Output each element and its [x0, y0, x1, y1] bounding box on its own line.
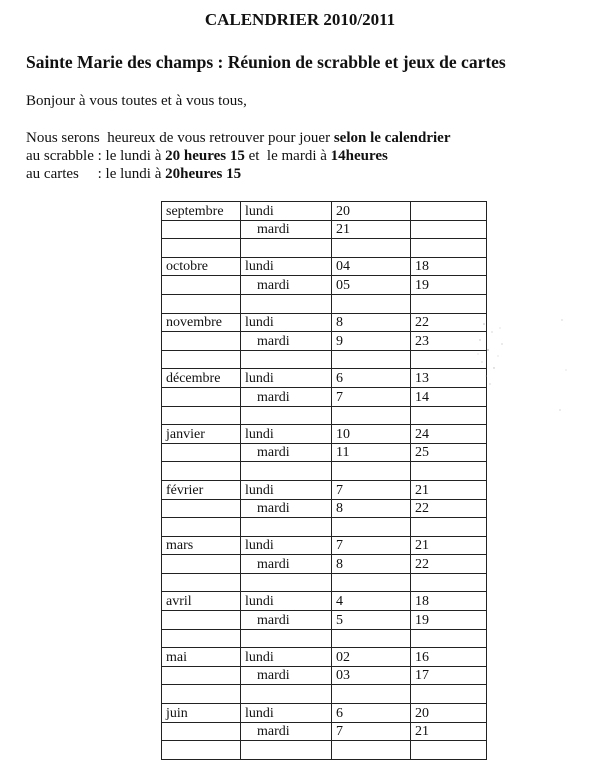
date-cell: 8	[332, 313, 411, 332]
date-cell: 20	[332, 202, 411, 221]
scrabble-tuesday-time: 14heures	[330, 148, 388, 164]
empty-cell	[162, 294, 241, 313]
table-row-spacer	[162, 685, 487, 704]
intro-text: au cartes : le lundi à	[26, 166, 166, 182]
date-cell: 6	[332, 704, 411, 723]
empty-cell	[411, 629, 487, 648]
table-row-spacer	[162, 741, 487, 760]
table-row	[162, 387, 487, 406]
month-cell: décembre	[162, 369, 241, 388]
date-cell: 25	[411, 443, 487, 462]
date-cell: 21	[411, 722, 487, 741]
month-cell: septembre	[162, 202, 241, 221]
cards-monday-time: 20heures 15	[165, 166, 242, 182]
table-row	[162, 332, 487, 351]
empty-cell	[411, 685, 487, 704]
empty-cell	[162, 722, 241, 741]
date-cell: 13	[411, 369, 487, 388]
date-cell: 21	[411, 480, 487, 499]
empty-cell	[162, 499, 241, 518]
calendar-table	[161, 201, 487, 760]
empty-cell	[332, 629, 411, 648]
day-label-cell: mardi	[241, 220, 332, 239]
empty-cell	[241, 350, 332, 369]
empty-cell	[162, 666, 241, 685]
day-label-cell: lundi	[241, 257, 332, 276]
date-cell: 5	[332, 611, 411, 630]
table-row-spacer	[162, 406, 487, 425]
intro-text: Nous serons heureux de vous retrouver pour jouer	[26, 130, 334, 146]
table-row	[162, 443, 487, 462]
empty-cell	[332, 406, 411, 425]
table-row	[162, 499, 487, 518]
date-cell: 24	[411, 425, 487, 444]
date-cell: 8	[332, 499, 411, 518]
table-row	[162, 704, 487, 723]
empty-cell	[162, 443, 241, 462]
day-label-cell: mardi	[241, 276, 332, 295]
empty-cell	[162, 332, 241, 351]
date-cell: 17	[411, 666, 487, 685]
intro-paragraph	[26, 129, 450, 183]
intro-line-1	[26, 129, 450, 147]
table-row	[162, 313, 487, 332]
intro-emphasis: selon le calendrier	[333, 130, 451, 146]
empty-cell	[162, 276, 241, 295]
month-cell: mars	[162, 536, 241, 555]
empty-cell	[162, 462, 241, 481]
greeting-text: Bonjour à vous toutes et à vous tous,	[26, 93, 247, 109]
empty-cell	[332, 685, 411, 704]
table-row-spacer	[162, 350, 487, 369]
table-row	[162, 536, 487, 555]
month-cell: avril	[162, 592, 241, 611]
date-cell: 8	[332, 555, 411, 574]
month-cell: octobre	[162, 257, 241, 276]
empty-cell	[241, 294, 332, 313]
table-row	[162, 425, 487, 444]
page-subtitle: Sainte Marie des champs : Réunion de scrabble et jeux de cartes	[26, 52, 506, 72]
date-cell: 6	[332, 369, 411, 388]
date-cell: 22	[411, 555, 487, 574]
empty-cell	[162, 611, 241, 630]
day-label-cell: mardi	[241, 611, 332, 630]
empty-cell	[241, 685, 332, 704]
empty-cell	[162, 685, 241, 704]
table-row	[162, 276, 487, 295]
table-row-spacer	[162, 462, 487, 481]
empty-cell	[162, 518, 241, 537]
date-cell: 23	[411, 332, 487, 351]
date-cell: 02	[332, 648, 411, 667]
date-cell: 7	[332, 387, 411, 406]
date-cell: 19	[411, 611, 487, 630]
table-row	[162, 592, 487, 611]
day-label-cell: lundi	[241, 648, 332, 667]
table-row	[162, 480, 487, 499]
empty-cell	[162, 629, 241, 648]
empty-cell	[411, 239, 487, 258]
page-title: CALENDRIER 2010/2011	[204, 10, 396, 29]
empty-cell	[332, 741, 411, 760]
empty-cell	[241, 518, 332, 537]
empty-cell	[241, 462, 332, 481]
day-label-cell: mardi	[241, 722, 332, 741]
scrabble-monday-time: 20 heures 15	[165, 148, 245, 164]
empty-cell	[241, 406, 332, 425]
date-cell: 11	[332, 443, 411, 462]
empty-cell	[332, 573, 411, 592]
table-row	[162, 369, 487, 388]
day-label-cell: lundi	[241, 369, 332, 388]
table-row-spacer	[162, 629, 487, 648]
intro-text: et le mardi à	[244, 148, 331, 164]
month-cell: janvier	[162, 425, 241, 444]
table-row	[162, 648, 487, 667]
empty-cell	[332, 350, 411, 369]
date-cell: 10	[332, 425, 411, 444]
table-row	[162, 202, 487, 221]
day-label-cell: mardi	[241, 443, 332, 462]
day-label-cell: lundi	[241, 313, 332, 332]
date-cell: 18	[411, 257, 487, 276]
intro-text: au scrabble : le lundi à	[26, 148, 166, 164]
empty-cell	[241, 629, 332, 648]
empty-cell	[332, 294, 411, 313]
table-row	[162, 220, 487, 239]
date-cell: 05	[332, 276, 411, 295]
empty-cell	[411, 462, 487, 481]
table-row-spacer	[162, 573, 487, 592]
date-cell: 4	[332, 592, 411, 611]
date-cell: 22	[411, 313, 487, 332]
day-label-cell: mardi	[241, 499, 332, 518]
scan-noise	[472, 310, 572, 430]
empty-cell	[162, 239, 241, 258]
table-row	[162, 257, 487, 276]
empty-cell	[241, 741, 332, 760]
date-cell: 21	[411, 536, 487, 555]
empty-cell	[162, 741, 241, 760]
calendar-body	[162, 202, 487, 760]
month-cell: novembre	[162, 313, 241, 332]
day-label-cell: mardi	[241, 555, 332, 574]
day-label-cell: lundi	[241, 480, 332, 499]
table-row	[162, 555, 487, 574]
date-cell: 04	[332, 257, 411, 276]
date-cell	[411, 202, 487, 221]
date-cell: 19	[411, 276, 487, 295]
day-label-cell: lundi	[241, 202, 332, 221]
date-cell: 7	[332, 536, 411, 555]
empty-cell	[411, 518, 487, 537]
month-cell: juin	[162, 704, 241, 723]
empty-cell	[411, 573, 487, 592]
table-row-spacer	[162, 518, 487, 537]
day-label-cell: lundi	[241, 536, 332, 555]
table-row	[162, 666, 487, 685]
date-cell: 18	[411, 592, 487, 611]
day-label-cell: lundi	[241, 592, 332, 611]
day-label-cell: mardi	[241, 387, 332, 406]
table-row-spacer	[162, 294, 487, 313]
day-label-cell: lundi	[241, 425, 332, 444]
month-cell: mai	[162, 648, 241, 667]
table-row	[162, 722, 487, 741]
table-row	[162, 611, 487, 630]
intro-line-2	[26, 147, 450, 165]
empty-cell	[332, 518, 411, 537]
empty-cell	[162, 350, 241, 369]
empty-cell	[241, 573, 332, 592]
date-cell: 7	[332, 722, 411, 741]
date-cell	[411, 220, 487, 239]
date-cell: 7	[332, 480, 411, 499]
empty-cell	[162, 573, 241, 592]
empty-cell	[411, 741, 487, 760]
month-cell: février	[162, 480, 241, 499]
empty-cell	[162, 406, 241, 425]
day-label-cell: lundi	[241, 704, 332, 723]
date-cell: 9	[332, 332, 411, 351]
date-cell: 14	[411, 387, 487, 406]
day-label-cell: mardi	[241, 666, 332, 685]
empty-cell	[162, 387, 241, 406]
date-cell: 21	[332, 220, 411, 239]
empty-cell	[162, 555, 241, 574]
date-cell: 20	[411, 704, 487, 723]
empty-cell	[162, 220, 241, 239]
day-label-cell: mardi	[241, 332, 332, 351]
empty-cell	[332, 462, 411, 481]
empty-cell	[332, 239, 411, 258]
date-cell: 22	[411, 499, 487, 518]
empty-cell	[241, 239, 332, 258]
table-row-spacer	[162, 239, 487, 258]
date-cell: 16	[411, 648, 487, 667]
date-cell: 03	[332, 666, 411, 685]
intro-line-3	[26, 165, 450, 183]
